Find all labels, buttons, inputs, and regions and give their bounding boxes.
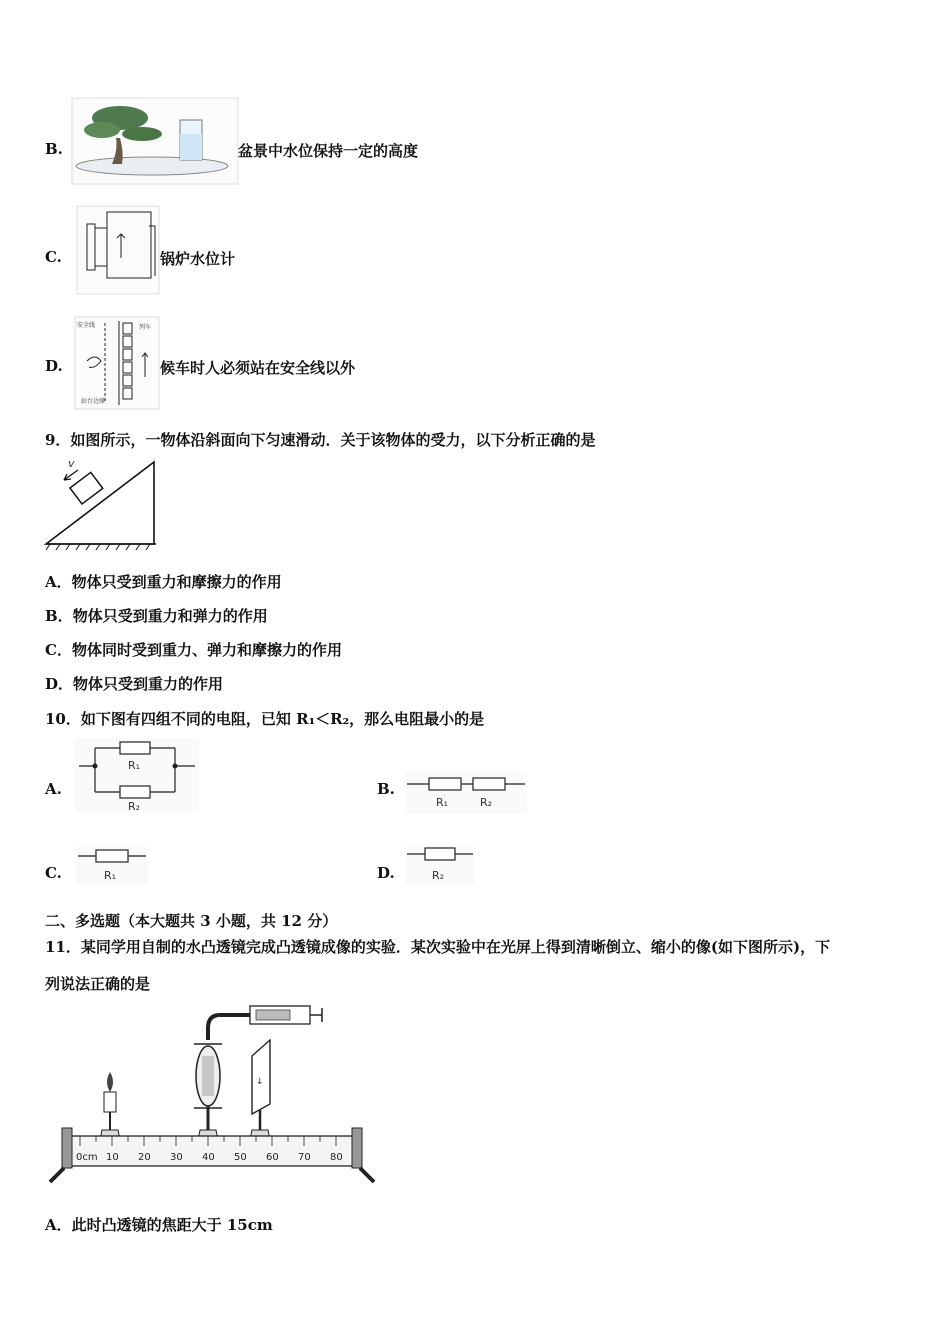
q11-stem-line2: 列说法正确的是: [45, 975, 151, 993]
velocity-label: v: [68, 457, 75, 470]
q9-option-c: [45, 639, 342, 660]
ruler-tick-20: 20: [138, 1152, 151, 1163]
q10-option-c-letter: C.: [45, 864, 62, 882]
circuit-r2-figure: [405, 846, 475, 884]
boiler-gauge-figure: [77, 206, 159, 294]
ruler-tick-40: 40: [202, 1152, 215, 1163]
ruler-tick-50: 50: [234, 1152, 247, 1163]
q11-option-a-letter: A．: [45, 1216, 72, 1234]
series-r2-label: R₂: [480, 796, 493, 809]
q8-option-b-letter: B.: [45, 140, 63, 158]
platform-safety-figure: [75, 317, 159, 409]
section2-title: 二、多选题（本大题共 3 小题，共 12 分）: [45, 912, 338, 930]
bonsai-figure: [72, 98, 238, 184]
single-r1-label: R₁: [104, 869, 117, 882]
q9-option-a-letter: A．: [45, 573, 72, 591]
q8-option-d-letter: D.: [45, 357, 63, 375]
q8-option-d-text: 候车时人必须站在安全线以外: [160, 359, 356, 377]
q8-option-b-text: 盆景中水位保持一定的高度: [238, 142, 419, 160]
parallel-r2-label: R₂: [128, 800, 141, 813]
ruler-tick-10: 10: [106, 1152, 119, 1163]
fig-safety-label: 安全线: [77, 322, 96, 329]
q10-option-d-letter: D.: [377, 864, 395, 882]
circuit-parallel-figure: [75, 738, 199, 812]
incline-figure: [44, 458, 160, 552]
single-r2-label: R₂: [432, 869, 445, 882]
circuit-series-figure: [405, 772, 527, 814]
q9-stem: 9．如图所示，一物体沿斜面向下匀速滑动．关于该物体的受力，以下分析正确的是: [45, 431, 596, 449]
q10-option-b-letter: B.: [377, 780, 395, 798]
q9-option-a-text: 物体只受到重力和摩擦力的作用: [71, 573, 282, 591]
q9-option-d: [45, 673, 223, 694]
circuit-r1-figure: [76, 846, 148, 884]
ruler-unit-label: 0cm: [76, 1152, 98, 1163]
q9-option-b: [45, 605, 268, 626]
fig-platform-label: 站台边缘: [81, 398, 106, 405]
q9-option-d-text: 物体只受到重力的作用: [73, 675, 224, 693]
q10-stem: 10．如下图有四组不同的电阻，已知 R₁＜R₂，那么电阻最小的是: [45, 710, 485, 728]
q9-option-a: [45, 571, 282, 592]
q8-option-c-text: 锅炉水位计: [160, 250, 236, 268]
svg-text:↓: ↓: [256, 1077, 264, 1087]
ruler-tick-80: 80: [330, 1152, 343, 1163]
optical-bench-figure: [44, 1000, 380, 1186]
q8-option-c-letter: C.: [45, 248, 62, 266]
ruler-tick-70: 70: [298, 1152, 311, 1163]
q11-stem-line1: 11．某同学用自制的水凸透镜完成凸透镜成像的实验．某次实验中在光屏上得到清晰倒立、缩小的像(如下图所示)，下: [45, 938, 831, 956]
q9-option-b-text: 物体只受到重力和弹力的作用: [72, 607, 268, 625]
q11-option-a: [45, 1214, 273, 1235]
q9-option-d-letter: D．: [45, 675, 74, 693]
q10-option-a-letter: A.: [45, 780, 62, 798]
series-r1-label: R₁: [436, 796, 449, 809]
q11-option-a-text: 此时凸透镜的焦距大于 15cm: [71, 1216, 273, 1234]
ruler-tick-30: 30: [170, 1152, 183, 1163]
ruler-tick-60: 60: [266, 1152, 279, 1163]
parallel-r1-label: R₁: [128, 759, 141, 772]
q9-option-b-letter: B．: [45, 607, 73, 625]
fig-train-label: 列车: [139, 324, 152, 331]
q9-option-c-letter: C．: [45, 641, 72, 659]
q9-option-c-text: 物体同时受到重力、弹力和摩擦力的作用: [71, 641, 342, 659]
